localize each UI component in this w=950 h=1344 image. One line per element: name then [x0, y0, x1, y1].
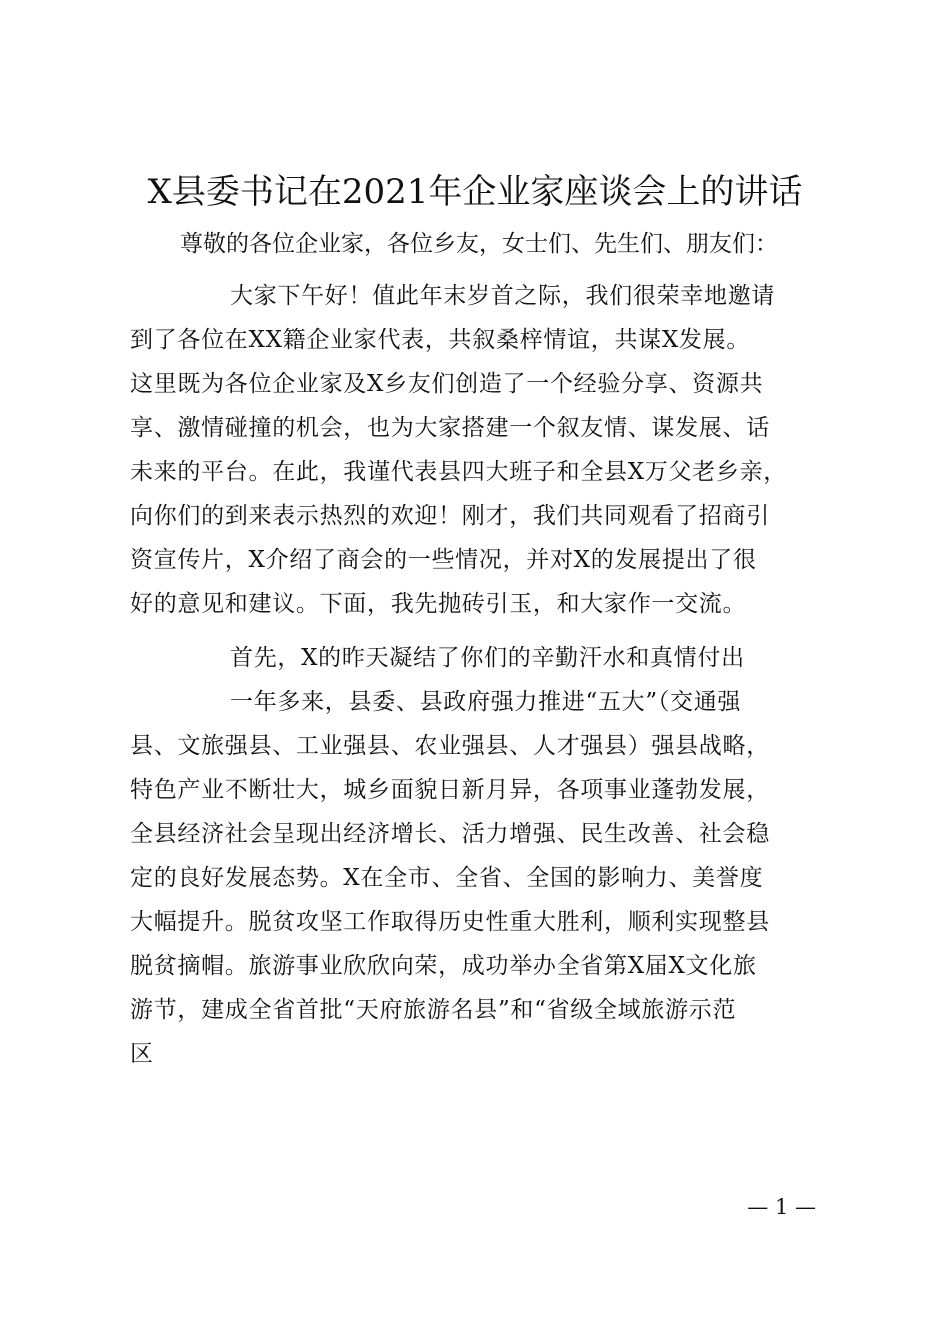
paragraph-line: 到了各位在XX籍企业家代表，共叙桑梓情谊，共谋X发展。	[130, 327, 751, 353]
paragraph-line: 脱贫摘帽。旅游事业欣欣向荣，成功举办全省第X届X文化旅	[130, 953, 757, 979]
paragraph-line: 定的良好发展态势。X在全市、全省、全国的影响力、美誉度	[130, 865, 764, 891]
paragraph-line: 好的意见和建议。下面，我先抛砖引玉，和大家作一交流。	[130, 591, 747, 617]
paragraph-line: 向你们的到来表示热烈的欢迎！刚才，我们共同观看了招商引	[130, 503, 770, 529]
paragraph-line: 游节，建成全省首批“天府旅游名县”和“省级全域旅游示范	[130, 997, 737, 1023]
paragraph-line: 全县经济社会呈现出经济增长、活力增强、民生改善、社会稳	[130, 821, 770, 847]
paragraph-line: 大幅提升。脱贫攻坚工作取得历史性重大胜利，顺利实现整县	[130, 909, 770, 935]
paragraph-achievements	[130, 680, 830, 1076]
paragraph-line: 这里既为各位企业家及X乡友们创造了一个经验分享、资源共	[130, 371, 764, 397]
paragraph-opening	[130, 274, 830, 626]
paragraph-line: 大家下午好！值此年末岁首之际，我们很荣幸地邀请	[230, 283, 776, 309]
document-title: X县委书记在2021年企业家座谈会上的讲话	[147, 172, 803, 212]
paragraph-line: 资宣传片，X介绍了商会的一些情况，并对X的发展提出了很	[130, 547, 757, 573]
salutation: 尊敬的各位企业家，各位乡友，女士们、先生们、朋友们：	[180, 231, 778, 257]
paragraph-line: 享、激情碰撞的机会，也为大家搭建一个叙友情、谋发展、话	[130, 415, 770, 441]
section-heading: 首先，X的昨天凝结了你们的辛勤汗水和真情付出	[230, 645, 745, 671]
paragraph-line: 县、文旅强县、工业强县、农业强县、人才强县）强县战略，	[130, 733, 770, 759]
paragraph-line: 特色产业不断壮大，城乡面貌日新月异，各项事业蓬勃发展，	[130, 777, 770, 803]
paragraph-line: 未来的平台。在此，我谨代表县四大班子和全县X万父老乡亲，	[130, 459, 787, 485]
page-number: — 1 —	[747, 1195, 816, 1219]
paragraph-line: 区	[130, 1041, 154, 1067]
paragraph-line: 一年多来，县委、县政府强力推进“五大”（交通强	[230, 689, 742, 715]
